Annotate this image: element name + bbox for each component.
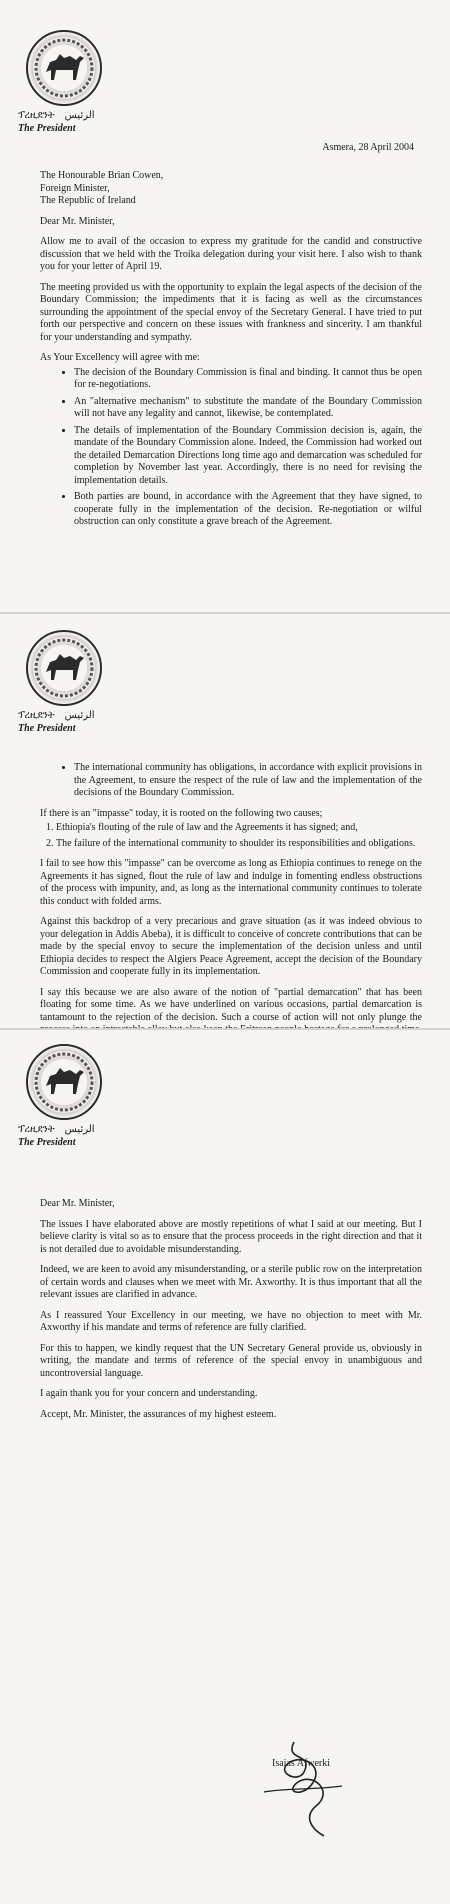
letterhead [18,1044,128,1148]
list-item: 2. The failure of the international community to shoulder its responsibilities and obligations. [56,838,422,851]
letterhead [18,30,128,134]
paragraph: Allow me to avail of the occasion to express my gratitude for the candid and constructive discussion that we held with the Troika delegation during your visit here. I also wish to thank you for your letter of April 19. [40,236,422,272]
letterhead-tigrinya: ፕረዚደንት [18,110,55,121]
impasse-intro: If there is an "impasse" today, it is rooted on the following two causes; [40,807,323,819]
letter-body-2 [40,760,422,1070]
presidential-seal-icon [26,630,102,706]
list-item: • The details of implementation of the Boundary Commission decision is, again, the mandate of the Boundary Commission alone. Indeed, the Commission had worked out the detailed Demarcation Directions long time ago and demarcation was scheduled for completion by November last year. Accordingly, there is no need for revising the implementation details. [74,425,422,488]
list-item: 1. Ethiopia's flouting of the rule of law and the Agreements it has signed; and, [56,822,422,835]
paragraph: I again thank you for your concern and understanding. [40,1388,258,1399]
salutation: Dear Mr. Minister, [40,1198,115,1209]
letterhead-script [18,710,128,721]
paragraph: Against this backdrop of a very precarious and grave situation (as it was indeed obvious to your delegation in Addis Abeba), it is difficult to conceive of concrete contributions that can be made by the special envoy to secure the implementation of the decision unless and until Ethiopia decides to respect the Algiers Peace Agreement, accept the decision of the Boundary Commission and cooperate fully in its implementation. [40,916,422,977]
letter-page-3 [0,1030,450,1904]
letterhead-title: The President [18,1137,76,1148]
letterhead [18,630,128,734]
letterhead-arabic: الرئيس [64,1124,95,1135]
letterhead-arabic: الرئيس [64,710,95,721]
handwritten-signature-icon [254,1732,350,1842]
letter-date: Asmera, 28 April 2004 [322,142,414,153]
letterhead-script [18,1124,128,1135]
list-intro: As Your Excellency will agree with me: [40,352,200,363]
bullet-list [40,367,422,529]
letter-page-1 [0,0,450,612]
letterhead-tigrinya: ፕረዚደንት [18,1124,55,1135]
paragraph: For this to happen, we kindly request that the UN Secretary General provide us, obviously in writing, the mandate and terms of reference of the special envoy in unambiguous and uncontroversial language. [40,1342,422,1379]
paragraph: I say this because we are also aware of the notion of "partial demarcation" that has been floating for some time. As we have underlined on various occasions, partial demarcation is tantamount to the rejection of the decision. Such a course of action will not only plunge the [40,986,422,1023]
letterhead-arabic: الرئيس [64,110,95,121]
address-line-1: The Honourable Brian Cowen, [40,170,164,181]
list-item: • Both parties are bound, in accordance with the Agreement that they have signed, to cooperate fully in the implementation of the decision. Re-negotiation or wilful obstruction can only constitute a grave breach of the Agreement. [74,491,422,529]
paragraph: The issues I have elaborated above are mostly repetitions of what I said at our meeting. But I believe clarity is vital so as to ensure that the process proceeds in the right direction and that it is not derailed due to avoidable misunderstanding. [40,1218,422,1255]
paragraph: The meeting provided us with the opportunity to explain the legal aspects of the decision of the Boundary Commission; the impediments that it is facing as well as the circumstances surrounding the appointment of the special envoy of the Secretary General. I have tried to put forth our perspective and concern on these issues with frankness and sincerity. I am thankful for your understanding and sympathy. [40,281,422,343]
presidential-seal-icon [26,30,102,106]
paragraph: Indeed, we are keen to avoid any misunderstanding, or a sterile public row on the interpretation of certain words and clauses when we meet with Mr. Axworthy. It is thus important that all the relevant issues are clarified in advance. [40,1264,422,1300]
paragraph: As I reassured Your Excellency in our meeting, we have no objection to meet with Mr. Axworthy if his mandate and terms of reference are fully clarified. [40,1309,422,1333]
recipient-address [40,170,422,208]
list-item: • The international community has obligations, in accordance with explicit provisions in the Agreement, to ensure the respect of the rule of law and the implementation of the decisions of the Boundary Commission. [74,762,422,800]
letter-page-2 [0,614,450,1028]
presidential-seal-icon [26,1044,102,1120]
paragraph: I fail to see how this "impasse" can be overcome as long as Ethiopia continues to renege on the Agreements it has signed, flout the rule of law and indulge in fomenting endless obstructions of the process with impunity, and, as long as the international community continues to tolerate this conduct with folded arms. [40,858,422,907]
letterhead-title: The President [18,123,76,134]
numbered-list [40,822,422,850]
list-item: • An "alternative mechanism" to substitute the mandate of the Boundary Commission will not have any legality and cannot, likewise, be contemplated. [74,396,422,421]
letterhead-tigrinya: ፕረዚደንት [18,710,55,721]
salutation: Dear Mr. Minister, [40,215,115,227]
signatory-name: Isaias Afwerki [272,1758,331,1769]
letterhead-script [18,110,128,121]
letter-body-3 [40,1198,422,1429]
address-line-3: The Republic of Ireland [40,195,136,206]
closing: Accept, Mr. Minister, the assurances of my highest esteem. [40,1408,277,1420]
bullet-list [40,762,422,800]
address-line-2: Foreign Minister, [40,182,110,194]
letter-body-1 [40,170,422,533]
list-item: • The decision of the Boundary Commission is final and binding. It cannot thus be open for re-negotiations. [74,367,422,392]
letterhead-title: The President [18,723,76,734]
